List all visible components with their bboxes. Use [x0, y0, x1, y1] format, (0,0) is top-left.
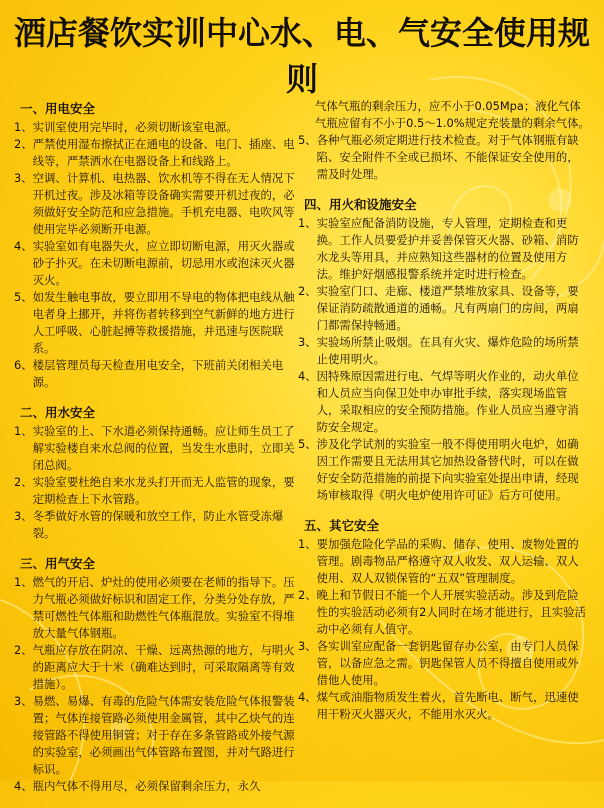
rule-item [14, 574, 298, 642]
rule-text: 涉及化学试剂的实验室一般不得使用明火电炉，如确因工作需要且无法用其它加热设备替代时，可以在做好安全防范措施的前提下向实验室处提出申请，经现场审核取得《明火电炉使用许可证》后方可使用。 [316, 437, 579, 502]
page-title: 酒店餐饮实训中心水、电、气安全使用规则 [13, 14, 590, 98]
rule-number: 1、 [14, 575, 33, 589]
rule-text: 燃气的开启、炉灶的使用必须要在老师的指导下。压力气瓶必须做好标识和固定工作，分类分处存放，严禁可燃性气体瓶和助燃性气体瓶混放。实验室不得堆放大量气体钢瓶。 [32, 575, 295, 640]
rule-text: 实验室应配备消防设施，专人管理，定期检查和更换。工作人员要爱护并妥善保管灭火器、砂箱、消防水龙头等用具，并应熟知这些器材的位置及使用方法。维护好烟感报警系统并定时进行检查。 [316, 216, 579, 281]
rule-section [14, 555, 298, 795]
rule-item [14, 357, 298, 391]
rule-number: 2、 [298, 284, 317, 298]
rule-number: 2、 [298, 588, 317, 602]
rule-number: 1、 [14, 120, 33, 134]
rule-text: 空调、计算机、电热器、饮水机等不得在无人情况下开机过夜。涉及冰箱等设备确实需要开机过夜的，必须做好安全防范和应急措施。手机充电器、电吹风等使用完毕必须断开电源。 [32, 171, 295, 236]
rule-number: 2、 [14, 643, 33, 657]
section-heading: 二、用水安全 [20, 405, 96, 420]
rule-text: 实训室使用完毕时，必须切断该室电源。 [32, 120, 238, 134]
rule-text: 实验室要杜绝自来水龙头打开而无人监管的现象，要定期检查上下水管路。 [32, 475, 295, 506]
rule-item [14, 136, 298, 170]
rule-item [298, 368, 590, 436]
rule-item [298, 283, 590, 334]
rule-text: 楼层管理员每天检查用电安全，下班前关闭相关电源。 [32, 358, 284, 389]
rule-text: 因特殊原因需进行电、气焊等明火作业的，动火单位和人员应当向保卫处申办审批手续，落实现场监管人，采取相应的安全预防措施。作业人员应当遵守消防安全规定。 [316, 369, 579, 434]
section-heading: 四、用火和设施安全 [304, 197, 417, 212]
rule-number: 2、 [14, 475, 33, 489]
rule-text: 各种气瓶必须定期进行技术检查。对于气体钢瓶有缺陷、安全附件不全或已损坏、不能保证安全使用的，需及时处理。 [316, 133, 579, 181]
rule-number: 3、 [14, 171, 33, 185]
rule-item [14, 238, 298, 289]
rule-item [14, 474, 298, 508]
rule-item [298, 536, 590, 587]
rule-text: 要加强危险化学品的采购、储存、使用、废物处置的管理。剧毒物品严格遵守双人收发、双人运输、双人使用、双人双锁保管的“五双”管理制度。 [316, 537, 579, 585]
rule-text: 煤气或油脂物质发生着火，首先断电、断气，迅速使用干粉灭火器灭火，不能用水灭火。 [316, 690, 579, 721]
rule-item [298, 132, 590, 183]
left-column [14, 100, 298, 808]
rule-section [298, 517, 590, 723]
rule-item [298, 215, 590, 283]
rule-text: 气瓶应存放在阴凉、干燥、远离热源的地方，与明火的距离应大于十米（确难达到时，可采取隔离等有效措施）。 [32, 643, 295, 691]
rule-item [14, 119, 298, 136]
rule-number: 2、 [14, 137, 33, 151]
rule-number: 5、 [298, 133, 317, 147]
rule-item [298, 638, 590, 689]
right-column [298, 98, 590, 736]
rule-item [298, 587, 590, 638]
rule-section [298, 196, 590, 504]
rule-item [14, 642, 298, 693]
rule-item [298, 334, 590, 368]
rule-section [298, 132, 590, 183]
rule-item [14, 423, 298, 474]
rule-number: 3、 [298, 335, 317, 349]
rule-item [298, 689, 590, 723]
rule-item [298, 436, 590, 504]
rule-number: 1、 [298, 537, 317, 551]
section-heading: 三、用气安全 [20, 556, 96, 571]
rule-number: 5、 [14, 290, 33, 304]
continuation-text: 气体气瓶的剩余压力，应不小于0.05Mpa；液化气体气瓶应留有不小于0.5～1.0%规定充装量的剩余气体。 [315, 99, 590, 130]
rule-number: 1、 [14, 424, 33, 438]
rule-text: 冬季做好水管的保暖和放空工作，防止水管受冻爆裂。 [32, 509, 284, 540]
rule-number: 4、 [298, 369, 317, 383]
rule-text: 实验场所禁止吸烟。在具有火灾、爆炸危险的场所禁止使用明火。 [316, 335, 579, 366]
rule-number: 1、 [298, 216, 317, 230]
rule-number: 6、 [14, 358, 33, 372]
rule-item [14, 693, 298, 778]
rule-item [14, 170, 298, 238]
rule-text: 各实训室应配备一套钥匙留存办公室，由专门人员保管，以备应急之需。钥匙保管人员不得擅自使用或外借他人使用。 [316, 639, 579, 687]
section-heading: 一、用电安全 [20, 101, 96, 116]
rule-text: 严禁使用湿布擦拭正在通电的设备、电门、插座、电线等，严禁洒水在电器设备上和线路上。 [32, 137, 295, 168]
rule-item [14, 508, 298, 542]
rule-text: 晚上和节假日不能一个人开展实验活动。涉及到危险性的实验活动必须有2人同时在场才能进行，且实验活动中必须有人值守。 [316, 588, 586, 636]
rule-text: 实验室如有电器失火，应立即切断电源，用灭火器或砂子扑灭。在未切断电源前，切忌用水或泡沫灭火器灭火。 [32, 239, 295, 287]
rule-text: 瓶内气体不得用尽，必须保留剩余压力，永久 [32, 779, 261, 793]
rule-section [14, 404, 298, 542]
rule-item [14, 289, 298, 357]
rule-text: 如发生触电事故，要立即用不导电的物体把电线从触电者身上挪开，并将伤者转移到空气新鲜的地方进行人工呼吸、心脏起搏等救援措施，并迅速与医院联系。 [32, 290, 295, 355]
rule-number: 4、 [14, 779, 33, 793]
rule-text: 实验室门口、走廊、楼道严禁堆放家具、设备等，要保证消防疏散通道的通畅。凡有两扇门的房间，两扇门都需保持畅通。 [316, 284, 579, 332]
rule-number: 3、 [14, 509, 33, 523]
rule-number: 5、 [298, 437, 317, 451]
rule-section [14, 100, 298, 391]
rule-number: 3、 [14, 694, 33, 708]
rule-number: 4、 [298, 690, 317, 704]
rule-number: 4、 [14, 239, 33, 253]
section-heading: 五、其它安全 [304, 518, 380, 533]
rule-text: 实验室的上、下水道必须保持通畅。应让师生员工了解实验楼自来水总阀的位置，当发生水患时，立即关闭总阀。 [32, 424, 295, 472]
rule-number: 3、 [298, 639, 317, 653]
rule-text: 易燃、易爆、有毒的危险气体需安装危险气体报警装置；气体连接管路必须使用金属管，其中乙炔气的连接管路不得使用铜管；对于存在多条管路或外接气源的实验室，必须画出气体管路布置图，并对气路进行标识。 [32, 694, 295, 776]
